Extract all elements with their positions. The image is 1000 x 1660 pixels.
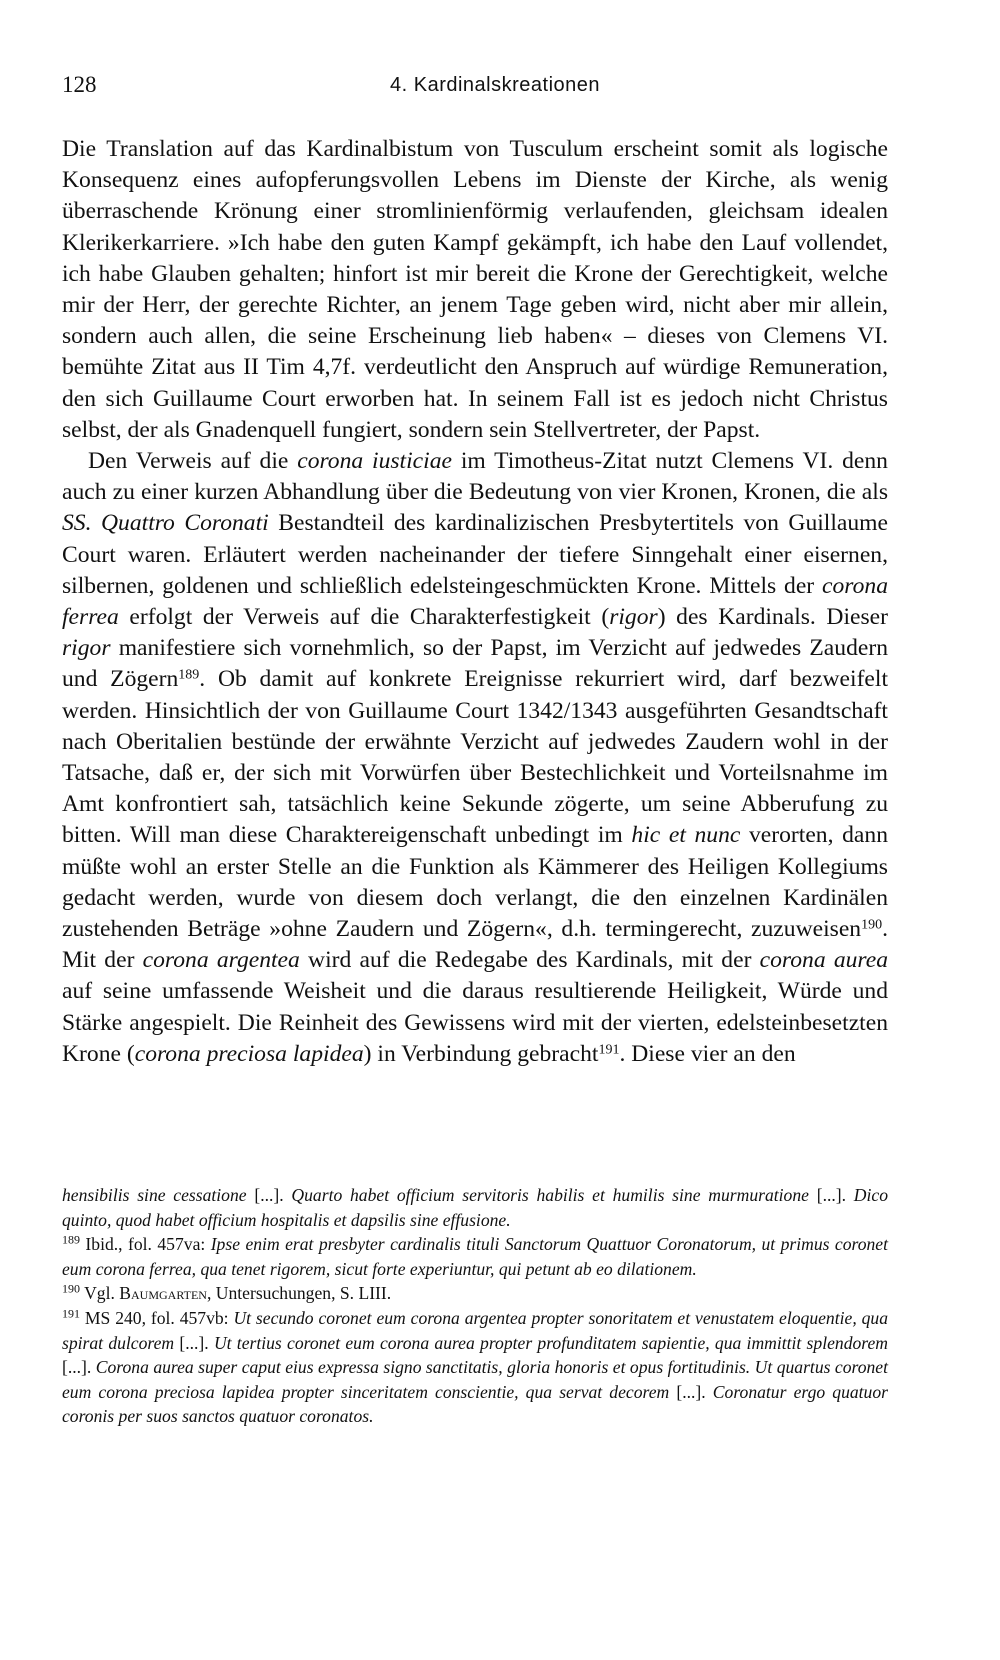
italic-quote: Coronatur ergo quatuor coronis per suos sanctos quatuor coronatos. (62, 1381, 888, 1427)
text-run: manifestiere sich vornehmlich, so der Papst, im Verzicht auf jedwedes Zaudern und Zögern (62, 635, 888, 693)
text-run: erfolgt der Verweis auf die Charakterfestigkeit ( (118, 604, 610, 631)
text-run: [...]. (246, 1185, 292, 1205)
text-run: MS 240, fol. 457vb: (80, 1307, 234, 1328)
text-run: ) des Kardinals. Dieser (657, 604, 889, 631)
text-run: ) in Verbindung gebracht (363, 1040, 599, 1067)
author-name: Baumgarten (119, 1283, 207, 1304)
italic-quote: Ipse enim erat presbyter cardinalis tituli Sanctorum Quattuor Coronatorum, ut primus coronet eum corona ferrea, qua tenet rigorem, sicut forte experiuntur, qui petunt ab eo dilationem. (62, 1234, 888, 1279)
text-run: Die Translation auf das Kardinalbistum von Tusculum erscheint somit als logische Konsequenz eines aufopferungsvollen Lebens im Dienste der Kirche, als wenig überraschende Krönung einer stromlinienförmig verlaufenden, gleichsam idealen Klerikerkarriere. »Ich habe den guten Kampf gekämpft, ich habe den Lauf vollendet, ich habe Glauben gehalten; hinfort ist mir bereit die Krone der Gerechtigkeit, welche mir der Herr, der gerechte Richter, an jenem Tage geben wird, nicht aber mir allein, sondern auch allen, die seine Erscheinung lieb haben« – dieses von Clemens VI. bemühte Zitat aus II Tim 4,7f. verdeutlicht den Anspruch auf würdige Remuneration, den sich Guillaume Court erworben hat. In seinem Fall ist es jedoch nicht Christus selbst, der als Gnadenquell fungiert, sondern sein Stellvertreter, der Papst. (62, 136, 888, 443)
text-run: Bestandteil des kardinalizischen Presbytertitels von Guillaume Court waren. Erläutert werden nacheinander der tiefere Sinngehalt einer eisernen, silbernen, goldenen und schließlich edelsteingeschmückten Krone. Mittels der (62, 510, 888, 599)
italic-term: corona aurea (759, 947, 889, 974)
footnote-ref-189[interactable]: 189 (178, 667, 200, 683)
text-run: . Mit der (62, 916, 888, 974)
text-run: [...]. (62, 1357, 96, 1378)
italic-quote: Corona aurea super caput eius expressa signo sanctitatis, gloria honoris et opus fortitudinis. Ut quartus coronet eum corona preciosa lapidea propter sinceritatem conscientie, qua servat decorem (62, 1357, 888, 1402)
italic-quote: Ut tertius coronet eum corona aurea propter profunditatem sapientie, qua immittit splendorem (213, 1332, 888, 1353)
italic-quote: hensibilis sine cessatione (62, 1185, 247, 1205)
italic-quote: Ut secundo coronet eum corona argentea propter sonoritatem et venustatem eloquentie, qua spirat dulcorem (62, 1307, 888, 1353)
footnote-number: 190 (62, 1281, 80, 1296)
main-text (62, 134, 888, 1070)
italic-term: corona ferrea (62, 572, 888, 631)
text-run: [...]. (808, 1185, 854, 1205)
text-run: . Diese vier an den (619, 1040, 796, 1067)
text-run: , Untersuchungen, S. LIII. (206, 1283, 392, 1304)
running-header (62, 72, 888, 106)
footnote-number: 191 (62, 1306, 80, 1321)
footnotes (62, 1183, 888, 1429)
italic-term: hic et nunc (631, 822, 741, 849)
italic-term: SS. Quattro Coronati (62, 510, 269, 537)
italic-term: corona iusticiae (297, 448, 452, 475)
text-run: Vgl. (80, 1283, 120, 1304)
footnote-191 (62, 1306, 888, 1429)
footnote-continuation (62, 1183, 888, 1232)
text-run: Ibid., fol. 457va: (80, 1234, 211, 1255)
italic-quote: Quarto habet officium servitoris habilis et humilis sine murmuratione (291, 1185, 809, 1205)
text-run: Den Verweis auf die (88, 448, 298, 475)
text-run: [...]. (669, 1381, 713, 1402)
paragraph-1 (62, 134, 888, 446)
footnote-190 (62, 1281, 888, 1306)
page-number: 128 (62, 72, 97, 97)
footnote-number: 189 (62, 1232, 80, 1247)
text-run: verorten, dann müßte wohl an erster Stelle an die Funktion als Kämmerer des Heiligen Kollegiums gedacht werden, wurde von diesem doch verlangt, die den einzelnen Kardinälen zustehenden Beträge »ohne Zaudern und Zögern«, d.h. termingerecht, zuzuweisen (62, 822, 888, 943)
text-run: im Timotheus-Zitat nutzt Clemens VI. denn auch zu einer kurzen Abhandlung über die Bedeutung von vier Kronen, Kronen, die als (62, 448, 888, 506)
italic-term: corona argentea (142, 947, 300, 974)
footnote-ref-190[interactable]: 190 (861, 917, 883, 933)
text-run: auf seine umfassende Weisheit und die daraus resultierende Heiligkeit, Würde und Stärke angespielt. Die Reinheit des Gewissens wird mit der vierten, edelsteinbesetzten Krone ( (62, 978, 888, 1067)
chapter-title: 4. Kardinalskreationen (390, 74, 601, 96)
italic-term: rigor (609, 604, 658, 631)
footnote-ref-191[interactable]: 191 (598, 1042, 620, 1058)
italic-quote: Dico quinto, quod habet officium hospitalis et dapsilis sine effusione. (62, 1185, 888, 1230)
paragraph-2 (62, 446, 888, 1070)
italic-term: rigor (62, 635, 111, 662)
footnote-189 (62, 1232, 888, 1281)
text-run: [...]. (174, 1332, 214, 1353)
text-run: wird auf die Redegabe des Kardinals, mit der (299, 947, 760, 974)
text-run: . Ob damit auf konkrete Ereignisse rekurriert wird, darf bezweifelt werden. Hinsichtlich der von Guillaume Court 1342/1343 ausgeführten Gesandtschaft nach Oberitalien bestünde der erwähnte Verzicht auf jedwedes Zaudern wohl in der Tatsache, daß er, der sich mit Vorwürfen über Bestechlichkeit und Vorteilsnahme im Amt konfrontiert sah, tatsächlich keine Sekunde zögerte, um seine Abberufung zu bitten. Will man diese Charaktereigenschaft unbedingt im (62, 666, 889, 849)
italic-term: corona preciosa lapidea (134, 1040, 364, 1067)
